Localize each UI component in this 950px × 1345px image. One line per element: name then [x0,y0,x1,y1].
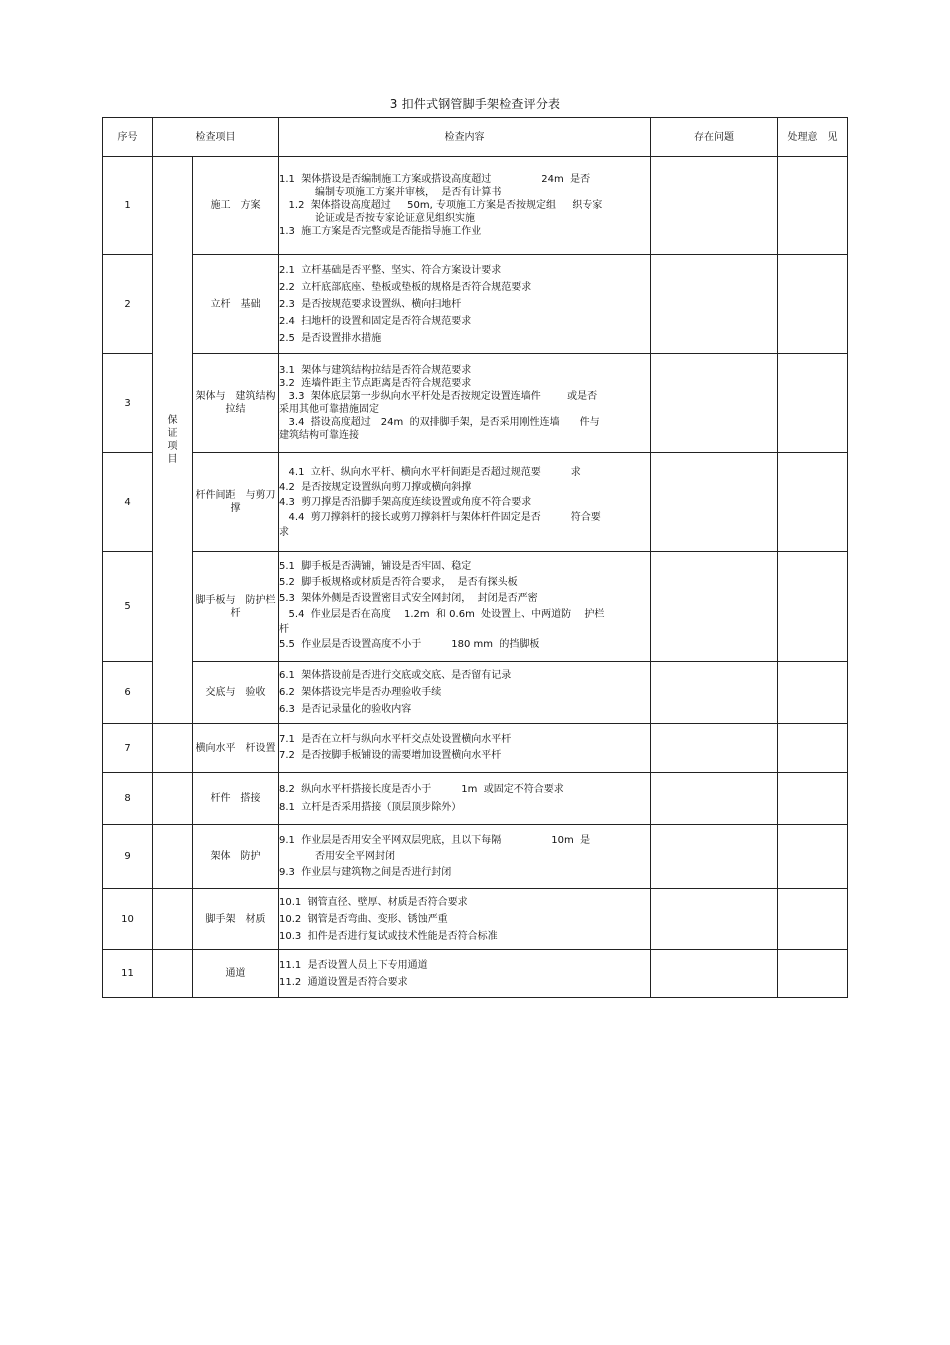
header-content: 检查内容 [279,118,651,157]
table-row [103,255,848,354]
content-line: 5.5 作业层是否设置高度不小于 180 mm 的挡脚板 [279,639,540,650]
content-line: 8.2 纵向水平杆搭接长度是否小于 1m 或固定不符合要求 [279,783,564,795]
content-line: 11.2 通道设置是否符合要求 [279,976,408,988]
opinion-cell[interactable] [778,255,848,354]
check-item: 杆件间距 与剪刀撑 [193,453,279,552]
issues-cell[interactable] [651,157,778,255]
content-line: 采用其他可靠措施固定 [279,404,379,415]
header-issues: 存在问题 [651,118,778,157]
content-line: 6.2 架体搭设完毕是否办理验收手续 [279,687,442,698]
issues-cell[interactable] [651,724,778,773]
content-line: 6.1 架体搭设前是否进行交底或交底、是否留有记录 [279,670,512,681]
inspection-score-table [102,117,848,998]
table-row [103,157,848,255]
check-item: 脚手架 材质 [193,889,279,950]
group-cell-empty [153,889,193,950]
check-item: 立杆 基础 [193,255,279,354]
group-cell-empty [153,825,193,889]
content-line: 编制专项施工方案并审核， 是否有计算书 [315,187,502,198]
opinion-cell[interactable] [778,453,848,552]
opinion-cell[interactable] [778,773,848,825]
content-line: 求 [279,526,289,538]
content-line: 3.1 架体与建筑结构拉结是否符合规范要求 [279,365,472,376]
table-row [103,552,848,662]
table-row [103,950,848,998]
check-content [279,354,651,453]
content-line: 5.4 作业层是否在高度 1.2m 和 0.6m 处设置上、中两道防 护栏 [279,609,605,620]
content-line: 2.5 是否设置排水措施 [279,332,382,344]
content-line: 建筑结构可靠连接 [279,430,359,441]
check-content [279,255,651,354]
issues-cell[interactable] [651,552,778,662]
content-line: 7.2 是否按脚手板铺设的需要增加设置横向水平杆 [279,750,502,761]
table-row [103,724,848,773]
opinion-cell[interactable] [778,552,848,662]
opinion-cell[interactable] [778,825,848,889]
check-content [279,552,651,662]
row-number: 10 [103,889,153,950]
content-line: 6.3 是否记录量化的验收内容 [279,704,412,715]
check-item: 杆件 搭接 [193,773,279,825]
header-row [103,118,848,157]
content-line: 9.3 作业层与建筑物之间是否进行封闭 [279,866,452,878]
content-line: 论证或是否按专家论证意见组织实施 [315,213,475,224]
row-number: 7 [103,724,153,773]
opinion-cell[interactable] [778,662,848,724]
row-number: 8 [103,773,153,825]
check-item: 架体 防护 [193,825,279,889]
content-line: 7.1 是否在立杆与纵向水平杆交点处设置横向水平杆 [279,734,512,745]
content-line: 5.1 脚手板是否满铺，铺设是否牢固、稳定 [279,561,472,572]
content-line: 10.3 扣件是否进行复试或技术性能是否符合标准 [279,930,498,942]
check-item: 交底与 验收 [193,662,279,724]
row-number: 2 [103,255,153,354]
content-line: 2.3 是否按规范要求设置纵、横向扫地杆 [279,298,462,310]
row-number: 4 [103,453,153,552]
content-line: 10.2 钢管是否弯曲、变形、锈蚀严重 [279,913,448,925]
check-content [279,773,651,825]
group-cell-empty [153,724,193,773]
opinion-cell[interactable] [778,724,848,773]
content-line: 8.1 立杆是否采用搭接（顶层顶步除外） [279,801,462,813]
content-line: 1.1 架体搭设是否编制施工方案或搭设高度超过 24m 是否 [279,174,591,185]
content-line: 2.2 立杆底部底座、垫板或垫板的规格是否符合规范要求 [279,281,532,293]
content-line: 5.3 架体外侧是否设置密目式安全网封闭， 封闭是否严密 [279,593,538,604]
content-line: 否用安全平网封闭 [315,850,395,862]
content-line: 4.4 剪刀撑斜杆的接长或剪刀撑斜杆与架体杆件固定是否 符合要 [279,511,601,523]
check-item: 脚手板与 防护栏杆 [193,552,279,662]
issues-cell[interactable] [651,255,778,354]
check-item: 横向水平 杆设置 [193,724,279,773]
content-line: 3.4 搭设高度超过 24m 的双排脚手架，是否采用刚性连墙 件与 [279,417,600,428]
table-row [103,662,848,724]
check-content [279,724,651,773]
opinion-cell[interactable] [778,889,848,950]
issues-cell[interactable] [651,773,778,825]
check-content [279,889,651,950]
opinion-cell[interactable] [778,354,848,453]
content-line: 3.3 架体底层第一步纵向水平杆处是否按规定设置连墙件 或是否 [279,391,598,402]
check-content [279,825,651,889]
row-number: 3 [103,354,153,453]
header-item: 检查项目 [153,118,279,157]
opinion-cell[interactable] [778,950,848,998]
check-item: 施工 方案 [193,157,279,255]
row-number: 6 [103,662,153,724]
table-row [103,773,848,825]
table-row [103,889,848,950]
check-content [279,950,651,998]
content-line: 3.2 连墙件距主节点距离是否符合规范要求 [279,378,472,389]
group-label-guarantee-items: 保证项目 [167,415,178,465]
issues-cell[interactable] [651,950,778,998]
content-line: 10.1 钢管直径、壁厚、材质是否符合要求 [279,896,468,908]
group-cell-empty [153,950,193,998]
opinion-cell[interactable] [778,157,848,255]
group-cell [153,157,193,724]
check-content [279,157,651,255]
issues-cell[interactable] [651,889,778,950]
row-number: 11 [103,950,153,998]
content-line: 杆 [279,624,289,635]
check-item: 架体与 建筑结构拉结 [193,354,279,453]
content-line: 4.1 立杆、纵向水平杆、横向水平杆间距是否超过规范要 求 [279,466,581,478]
issues-cell[interactable] [651,354,778,453]
header-opinion: 处理意 见 [778,118,848,157]
check-item: 通道 [193,950,279,998]
content-line: 1.2 架体搭设高度超过 50m, 专项施工方案是否按规定组 织专家 [279,200,603,211]
content-line: 5.2 脚手板规格或材质是否符合要求， 是否有探头板 [279,577,518,588]
content-line: 2.4 扫地杆的设置和固定是否符合规范要求 [279,315,472,327]
content-line: 4.3 剪刀撑是否沿脚手架高度连续设置或角度不符合要求 [279,496,532,508]
table-title: 3 扣件式钢管脚手架检查评分表 [389,97,561,111]
content-line: 9.1 作业层是否用安全平网双层兜底，且以下每隔 10m 是 [279,834,591,846]
issues-cell[interactable] [651,662,778,724]
row-number: 5 [103,552,153,662]
content-line: 1.3 施工方案是否完整或是否能指导施工作业 [279,226,482,237]
row-number: 9 [103,825,153,889]
table-row [103,354,848,453]
content-line: 11.1 是否设置人员上下专用通道 [279,959,428,971]
row-number: 1 [103,157,153,255]
table-row [103,453,848,552]
group-cell-empty [153,773,193,825]
issues-cell[interactable] [651,453,778,552]
header-no: 序号 [103,118,153,157]
table-row [103,825,848,889]
check-content [279,453,651,552]
check-content [279,662,651,724]
content-line: 4.2 是否按规定设置纵向剪刀撑或横向斜撑 [279,481,472,493]
issues-cell[interactable] [651,825,778,889]
content-line: 2.1 立杆基础是否平整、坚实、符合方案设计要求 [279,264,502,276]
